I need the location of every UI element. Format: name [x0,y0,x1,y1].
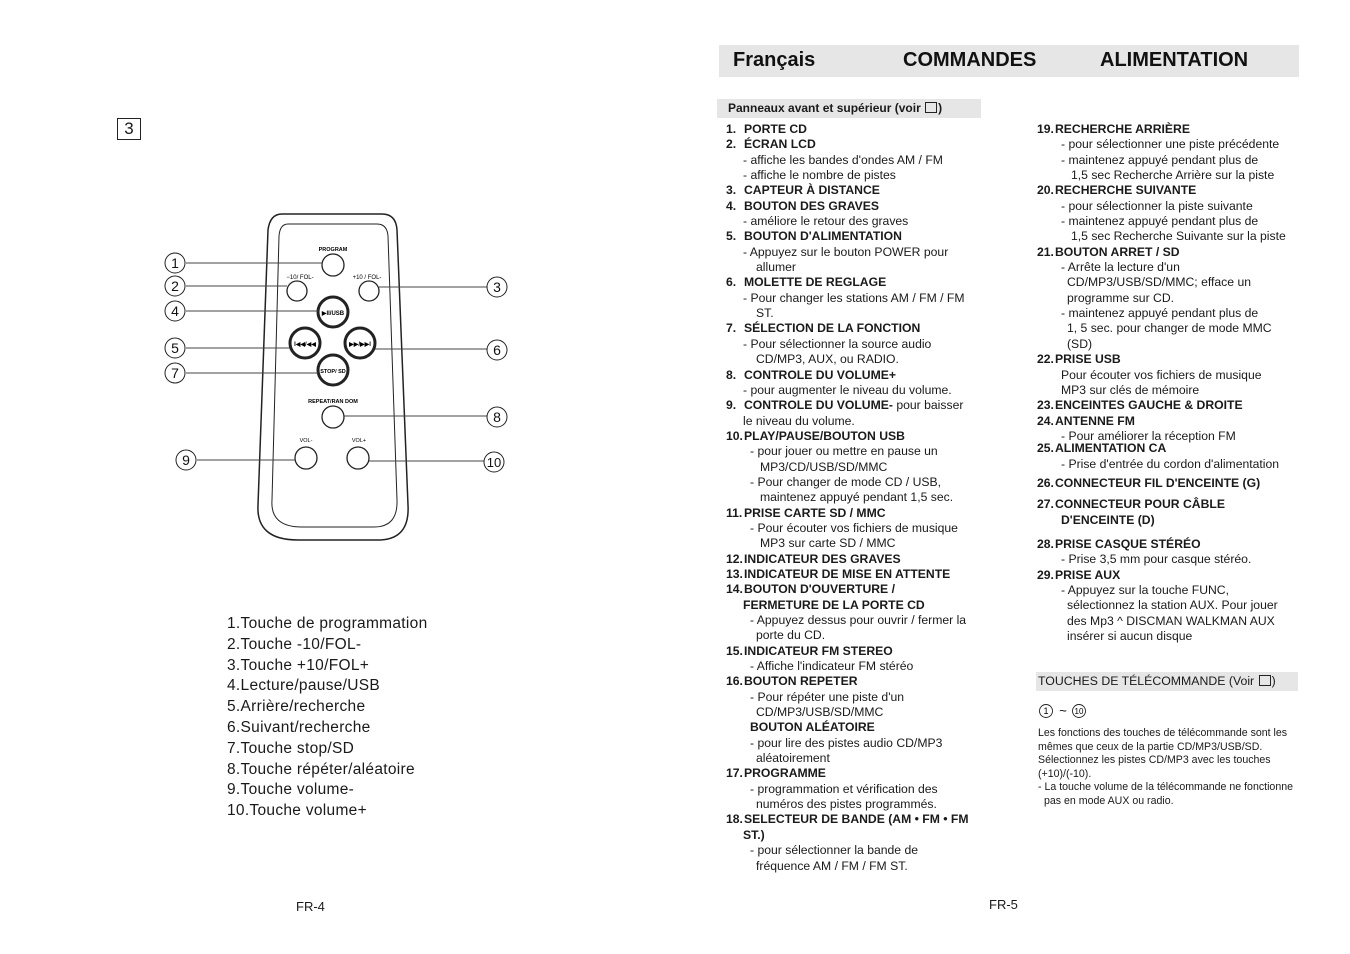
control-item-heading [1037,414,1307,429]
item-number: 20. [1037,183,1054,198]
callout-9: 9 [182,452,190,468]
control-item-heading [1037,441,1307,456]
remote-control-diagram [150,205,520,550]
item-number: 21. [1037,244,1054,259]
control-item-detail [1037,552,1307,567]
item-number: 18. [726,812,743,827]
item-text: PRISE CARTE SD / MMC [744,505,886,520]
item-text: INDICATEUR FM STEREO [744,643,893,658]
control-item-detail [726,475,986,490]
item-text: - améliore le retour des graves [743,214,909,229]
callout-2: 2 [171,278,179,294]
control-item-detail [1037,275,1307,290]
item-number: 27. [1037,497,1054,512]
item-number: 29. [1037,567,1054,582]
remote-key-list [227,614,428,822]
plus10-label: +10 / FOL- [352,275,382,281]
control-item-detail [1037,457,1307,472]
item-text: ANTENNE FM [1055,413,1135,428]
control-item-detail [726,414,986,429]
control-item-detail [1037,614,1307,629]
item-number: 22. [1037,352,1054,367]
item-text: BOUTON REPETER [744,674,858,689]
vol-minus-button [295,447,317,469]
note-line: - La touche volume de la télécommande ne fonctionne [1038,781,1294,793]
control-item-heading [726,567,986,582]
control-item-detail [726,383,986,398]
control-item-detail [1037,168,1307,183]
item-text: CD/MP3, AUX, ou RADIO. [756,352,899,367]
controls-column-1 [726,122,986,874]
range-to: 10 [1074,707,1084,716]
item-text: 1,5 sec Recherche Arrière sur la piste [1071,168,1275,183]
item-number: 12. [726,551,743,566]
callout-10: 10 [486,455,502,470]
forward-glyph: ▶▶/▶▶I [349,342,371,348]
item-text: Pour écouter vos fichiers de musique [1061,367,1262,382]
repeat-label: REPEAT/RAN DOM [308,399,358,405]
key-list-item: 9.Touche volume- [227,781,355,799]
control-item-detail [1037,383,1307,398]
control-item-detail [1037,321,1307,336]
control-item-detail [726,628,986,643]
item-text: - Pour répéter une piste d'un [750,689,905,704]
item-text: ALIMENTATION CA [1055,441,1167,456]
item-text: - Appuyez dessus pour ouvrir / fermer la [750,613,967,627]
item-number: 17. [726,766,743,781]
key-list-item: 4.Lecture/pause/USB [227,677,381,695]
item-number: 10. [726,428,743,443]
control-item-detail [1037,260,1307,275]
item-text: - pour jouer ou mettre en pause un [750,444,938,459]
item-text: insérer si aucun disque [1067,629,1193,643]
item-number: 7. [726,321,737,336]
item-text: PRISE AUX [1055,567,1121,582]
control-item-detail [726,260,986,275]
item-text: des Mp3 ^ DISCMAN WALKMAN AUX [1067,613,1275,628]
panel-section-title: Panneaux avant et supérieur (voir [728,101,921,115]
item-text: ENCEINTES GAUCHE & DROITE [1055,398,1243,413]
item-number: 4. [726,198,737,213]
item-number: 15. [726,643,743,658]
item-text: PRISE USB [1055,352,1121,367]
page-number-left: FR-4 [296,899,325,914]
item-text: - pour sélectionner une piste précédente [1061,137,1280,152]
item-text: BOUTON D'ALIMENTATION [744,229,902,244]
key-list-item: 8.Touche répéter/aléatoire [227,760,415,778]
item-text: FERMETURE DE LA PORTE CD [743,597,925,612]
item-text: - Pour écouter vos fichiers de musique [750,520,958,535]
item-text: fréquence AM / FM / FM ST. [756,858,908,873]
control-item-heading [1037,183,1307,198]
item-text: - affiche les bandes d'ondes AM / FM [743,152,943,167]
repeat-random-button [322,406,344,428]
control-item-heading [726,199,986,214]
item-text: BOUTON DES GRAVES [744,198,879,213]
control-item-detail [726,460,986,475]
control-item-detail [1037,513,1307,528]
callout-5: 5 [171,340,179,356]
program-button [322,254,344,276]
control-item-detail [726,843,986,858]
control-item-heading [726,398,986,413]
control-item-detail [726,751,986,766]
item-text: numéros des pistes programmés. [756,797,937,812]
control-item-detail [726,659,986,674]
item-text: PORTE CD [744,122,807,136]
vol-minus-label: VOL- [299,438,313,444]
control-item-heading [726,275,986,290]
item-text: CD/MP3/USB/SD/MMC [756,705,884,720]
control-item-detail [726,782,986,797]
control-item-heading [726,122,986,137]
control-item-detail [726,720,986,735]
control-item-heading [726,321,986,336]
item-text: CONNECTEUR FIL D'ENCEINTE (G) [1055,475,1261,490]
item-text: MP3 sur clés de mémoire [1061,382,1200,397]
callout-6: 6 [493,342,501,358]
note-line: mêmes que ceux de la partie CD/MP3/USB/SD. [1038,740,1263,753]
program-label: PROGRAM [318,247,348,253]
control-item-heading [726,183,986,198]
item-number: 11. [726,505,743,520]
control-item-heading [726,137,986,152]
control-item-detail [726,306,986,321]
key-list-item: 1.Touche de programmation [227,615,428,632]
range-from: 1 [1043,706,1049,716]
control-item-heading [1037,537,1307,552]
item-text: CD/MP3/USB/SD/MMC; efface un [1067,275,1251,290]
item-number: 14. [726,582,743,597]
item-text: - pour sélectionner la bande de [750,843,919,858]
callout-1: 1 [171,255,179,271]
plus10-button [359,281,379,301]
item-text: BOUTON ALÉATOIRE [750,720,875,735]
item-text: MP3 sur carte SD / MMC [760,536,896,551]
item-text: programme sur CD. [1067,290,1175,305]
item-text: CONTROLE DU VOLUME- [744,398,893,413]
item-text: PROGRAMME [744,766,826,781]
control-item-detail [726,536,986,551]
control-item-heading [1037,497,1307,512]
item-number: 26. [1037,475,1054,490]
controls-column-2 [1037,122,1307,644]
item-text: D'ENCEINTE (D) [1061,512,1155,527]
item-text: BOUTON D'OUVERTURE / [744,582,895,597]
note-line: (+10)/(-10). [1038,767,1092,780]
note-line: Sélectionnez les pistes CD/MP3 avec les touches [1038,754,1271,766]
item-text: - Arrête la lecture d'un [1061,260,1180,275]
item-text: SELECTEUR DE BANDE (AM • FM • FM [744,812,969,827]
item-number: 3. [726,183,737,198]
item-text: - Appuyez sur la touche FUNC, [1061,582,1229,597]
control-item-detail [726,245,986,260]
item-number: 13. [726,566,743,581]
item-text: CONNECTEUR POUR CÂBLE [1055,497,1225,512]
control-item-detail [726,598,986,613]
control-item-heading [1037,568,1307,583]
control-item-detail [726,690,986,705]
callout-8: 8 [493,409,501,425]
key-list-item: 6.Suivant/recherche [227,718,371,736]
header-language: Français [733,49,816,71]
control-item-detail [726,613,986,628]
item-text: 1,5 sec Recherche Suivante sur la piste [1071,229,1286,244]
item-text: - maintenez appuyé pendant plus de [1061,214,1259,229]
control-item-detail [1037,629,1307,644]
control-item-detail [1037,291,1307,306]
item-text: INDICATEUR DES GRAVES [744,551,901,566]
panel-section-title-end: ) [938,101,943,115]
control-item-heading [1037,476,1307,491]
item-text: - Pour sélectionner la source audio [743,336,932,351]
item-text: allumer [756,260,796,275]
item-text: le niveau du volume. [743,413,855,428]
item-text: - maintenez appuyé pendant plus de [1061,152,1259,167]
header-power: ALIMENTATION [1100,49,1249,71]
item-text: - pour lire des pistes audio CD/MP3 [750,735,943,750]
page-number-right: FR-5 [989,897,1018,912]
item-text: ST. [756,306,774,321]
item-text: RECHERCHE ARRIÈRE [1055,122,1190,136]
control-item-heading [726,429,986,444]
panel-section-header [717,99,981,118]
control-item-detail [726,828,986,843]
key-list-item: 10.Touche volume+ [227,802,367,820]
control-item-detail [726,337,986,352]
control-item-heading [726,812,986,827]
item-number: 8. [726,367,737,382]
item-number: 23. [1037,398,1054,413]
range-tilde: ~ [1059,703,1067,718]
item-text: 1, 5 sec. pour changer de mode MMC [1067,321,1272,336]
item-number: 2. [726,137,737,152]
control-item-detail [726,797,986,812]
remote-keys-header [1036,672,1298,691]
figure-ref-square-icon [925,102,937,113]
control-item-detail [726,153,986,168]
control-item-heading [1037,398,1307,413]
key-list-item: 7.Touche stop/SD [227,739,355,757]
control-item-heading [726,582,986,597]
item-text: - Pour améliorer la réception FM [1061,428,1236,443]
key-list-item: 3.Touche +10/FOL+ [227,656,370,674]
control-item-detail [726,705,986,720]
figure-number-box: 3 [117,118,141,140]
item-number: 25. [1037,441,1054,456]
remote-keys-note [1038,727,1313,808]
note-line: pas en mode AUX ou radio. [1044,794,1174,807]
control-item-detail [726,859,986,874]
item-text: - maintenez appuyé pendant plus de [1061,306,1259,321]
header-controls: COMMANDES [903,49,1037,71]
control-item-detail [1037,153,1307,168]
control-item-detail [726,736,986,751]
control-item-detail [1037,229,1307,244]
control-item-detail [1037,337,1307,352]
vol-plus-label: VOL+ [351,438,367,444]
control-item-detail [1037,368,1307,383]
remote-key-range [1039,702,1089,720]
item-text: CONTROLE DU VOLUME+ [744,367,897,382]
item-text: - pour sélectionner la piste suivante [1061,198,1253,213]
control-item-detail [1037,306,1307,321]
minus10-label: −10/ FOL- [286,275,314,281]
control-item-heading [726,552,986,567]
item-text: SÉLECTION DE LA FONCTION [744,321,921,336]
callout-3: 3 [493,279,501,295]
control-item-detail [1037,583,1307,598]
item-text: - Appuyez sur le bouton POWER pour [743,244,949,259]
control-item-detail [1037,137,1307,152]
item-text: - Affiche l'indicateur FM stéréo [750,659,914,674]
control-item-heading [1037,122,1307,137]
key-list-item: 2.Touche -10/FOL- [227,635,362,653]
item-text: INDICATEUR DE MISE EN ATTENTE [744,566,951,581]
item-text: BOUTON ARRET / SD [1055,244,1180,259]
item-text: ST.) [743,827,765,842]
control-item-heading [726,644,986,659]
item-text: aléatoirement [756,751,830,766]
item-text: porte du CD. [756,628,826,643]
item-number: 6. [726,275,737,290]
stop-sd-glyph: STOP/ SD [320,369,346,375]
item-text: - Pour changer les stations AM / FM / FM [743,290,965,305]
control-item-heading [726,229,986,244]
remote-keys-title: TOUCHES DE TÉLÉCOMMANDE (Voir [1038,674,1255,688]
note-line: Les fonctions des touches de télécommande sont les [1038,727,1288,739]
item-number: 9. [726,398,737,413]
control-item-detail [726,291,986,306]
rewind-glyph: I◀◀/◀◀ [294,342,316,348]
control-item-heading [1037,352,1307,367]
control-item-detail [726,490,986,505]
remote-keys-title-end: ) [1271,674,1276,688]
control-item-heading [726,674,986,689]
key-list-item: 5.Arrière/recherche [227,698,366,716]
item-text: - pour augmenter le niveau du volume. [743,382,952,397]
item-text: - programmation et vérification des [750,781,938,796]
item-text: CAPTEUR À DISTANCE [744,183,880,198]
control-item-detail [1037,199,1307,214]
item-text: - Prise d'entrée du cordon d'alimentation [1061,456,1280,471]
control-item-heading [1037,245,1307,260]
item-number: 1. [726,122,737,136]
item-text: maintenez appuyé pendant 1,5 sec. [760,490,954,505]
callout-7: 7 [171,365,179,381]
vol-plus-button [347,447,369,469]
item-text: - Prise 3,5 mm pour casque stéréo. [1061,552,1252,567]
item-number: 19. [1037,122,1054,136]
control-item-detail [1037,214,1307,229]
item-text: MOLETTE DE REGLAGE [744,275,887,290]
control-item-detail [726,521,986,536]
callout-4: 4 [171,303,179,319]
item-number: 16. [726,674,743,689]
item-number: 24. [1037,413,1054,428]
control-item-heading [726,766,986,781]
control-item-detail [726,168,986,183]
control-item-detail [726,444,986,459]
item-text: ÉCRAN LCD [744,137,816,152]
item-text-extra: pour baisser [892,398,964,413]
item-text: - affiche le nombre de pistes [743,168,896,183]
item-text: RECHERCHE SUIVANTE [1055,183,1197,198]
control-item-detail [726,352,986,367]
item-text: (SD) [1067,336,1093,351]
item-number: 28. [1037,536,1054,551]
control-item-detail [1037,598,1307,613]
control-item-detail [726,214,986,229]
item-number: 5. [726,229,737,244]
control-item-heading [726,368,986,383]
page-header-bar [719,45,1299,77]
item-text: sélectionnez la station AUX. Pour jouer [1067,598,1278,613]
item-text: MP3/CD/USB/SD/MMC [760,459,888,474]
item-text: PLAY/PAUSE/BOUTON USB [744,428,905,443]
item-text: PRISE CASQUE STÉRÉO [1055,536,1201,551]
play-usb-glyph: ▶II/USB [321,311,345,317]
minus10-button [287,281,307,301]
control-item-heading [726,506,986,521]
item-text: - Pour changer de mode CD / USB, [750,474,942,489]
figure-ref-square-icon [1259,675,1271,686]
